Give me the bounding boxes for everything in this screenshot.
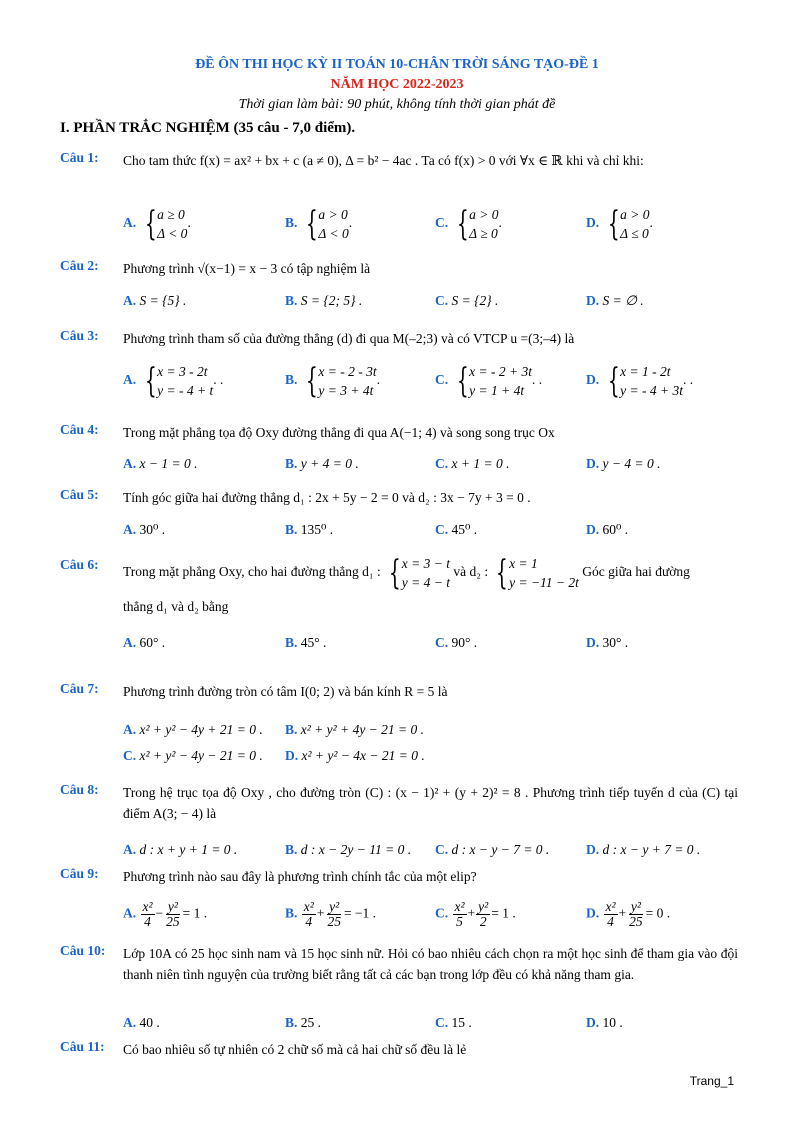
- question-number: Câu 7:: [60, 681, 99, 696]
- option-a[interactable]: A. 40 .: [123, 1015, 160, 1030]
- question-text-cont: thẳng d₁ và d₂ bằng: [123, 599, 229, 614]
- option-a[interactable]: A. S = {5} .: [123, 293, 187, 308]
- option-c[interactable]: C. x + 1 = 0 .: [435, 456, 510, 471]
- option-d[interactable]: D. $\frac{\text{x²}}{4}$ + $\frac{\text{y²}}{25}$ = 0 .: [586, 899, 671, 929]
- option-a[interactable]: A. x − 1 = 0 .: [123, 456, 198, 471]
- question-number: Câu 1:: [60, 150, 99, 165]
- option-b[interactable]: B. 45° .: [285, 635, 327, 650]
- option-a[interactable]: A. d : x + y + 1 = 0 .: [123, 842, 238, 857]
- option-b[interactable]: B. 25 .: [285, 1015, 322, 1030]
- option-b[interactable]: B. { a > 0 Δ < 0 .: [285, 204, 353, 244]
- question-text: Cho tam thức f(x) = ax² + bx + c (a ≠ 0), Δ = b² − 4ac . Ta có f(x) > 0 với ∀x ∈ ℝ khi và chỉ khi:: [123, 153, 644, 168]
- question-number: Câu 11:: [60, 1039, 105, 1054]
- question-text: Phương trình đường tròn có tâm I(0; 2) và bán kính R = 5 là: [123, 684, 448, 699]
- option-d[interactable]: D. S = ∅ .: [586, 293, 644, 308]
- question-number: Câu 10:: [60, 943, 106, 958]
- option-d[interactable]: D. d : x − y + 7 = 0 .: [586, 842, 701, 857]
- question-number: Câu 8:: [60, 782, 99, 797]
- question-number: Câu 2:: [60, 258, 99, 273]
- option-a[interactable]: A. { x = 3 - 2t y = - 4 + t . .: [123, 361, 224, 401]
- question-6: [60, 554, 740, 624]
- option-b[interactable]: B. 135⁰ .: [285, 522, 334, 537]
- option-b[interactable]: B. S = {2; 5} .: [285, 293, 363, 308]
- option-a[interactable]: A. { a ≥ 0 Δ < 0 .: [123, 204, 191, 244]
- school-year: NĂM HỌC 2022-2023: [330, 77, 464, 92]
- question-text: Lớp 10A có 25 học sinh nam và 15 học sinh nữ. Hỏi có bao nhiêu cách chọn ra một học sinh để tham gia vào đội thanh niên tình nguyện của trường biết rằng tất cả các bạn trong lớp đều có khả năng tham gia.: [123, 946, 738, 982]
- option-b[interactable]: B. y + 4 = 0 .: [285, 456, 359, 471]
- question-number: Câu 5:: [60, 487, 99, 502]
- option-b[interactable]: B. $\frac{\text{x²}}{4}$ + $\frac{\text{y²}}{25}$ = −1 .: [285, 899, 377, 929]
- option-c[interactable]: C. S = {2} .: [435, 293, 499, 308]
- option-c[interactable]: C. x² + y² − 4y − 21 = 0 .: [123, 748, 263, 763]
- option-d[interactable]: D. x² + y² − 4x − 21 = 0 .: [285, 748, 425, 763]
- option-a[interactable]: A. $\frac{\text{x²}}{4}$ − $\frac{\text{y²}}{25}$ = 1 .: [123, 899, 208, 929]
- question-text: Trong mặt phẳng tọa độ Oxy đường thẳng đi qua A(−1; 4) và song song trục Ox: [123, 425, 555, 440]
- option-b[interactable]: B. { x = - 2 - 3t y = 3 + 4t .: [285, 361, 380, 401]
- option-a[interactable]: A. x² + y² − 4y + 21 = 0 .: [123, 722, 263, 737]
- option-a[interactable]: A. 30⁰ .: [123, 522, 166, 537]
- option-c[interactable]: C. 45⁰ .: [435, 522, 478, 537]
- question-number: Câu 3:: [60, 328, 99, 343]
- option-d[interactable]: D. 30° .: [586, 635, 629, 650]
- option-b[interactable]: B. d : x − 2y − 11 = 0 .: [285, 842, 412, 857]
- option-d[interactable]: D. y − 4 = 0 .: [586, 456, 661, 471]
- question-text: Phương trình √(x−1) = x − 3 có tập nghiệm là: [123, 261, 371, 276]
- question-text: Có bao nhiêu số tự nhiên có 2 chữ số mà cả hai chữ số đều là lẻ: [123, 1042, 467, 1057]
- question-text: Trong hệ trục tọa độ Oxy , cho đường tròn (C) : (x − 1)² + (y + 2)² = 8 . Phương trình tiếp tuyến d của (C) tại điểm A(3; − 4) là: [123, 785, 738, 821]
- question-text: Phương trình nào sau đây là phương trình chính tắc của một elip?: [123, 869, 477, 884]
- question-number: Câu 9:: [60, 866, 99, 881]
- option-a[interactable]: A. 60° .: [123, 635, 166, 650]
- option-c[interactable]: C. { x = - 2 + 3t y = 1 + 4t . .: [435, 361, 543, 401]
- option-b[interactable]: B. x² + y² + 4y − 21 = 0 .: [285, 722, 425, 737]
- question-text: Phương trình tham số của đường thẳng (d) đi qua M(–2;3) và có VTCP u =(3;–4) là: [123, 331, 575, 346]
- option-c[interactable]: C. 90° .: [435, 635, 478, 650]
- question-text: Trong mặt phẳng Oxy, cho hai đường thẳng d₁ : { x = 3 − t y = 4 − t và d₂ : { x = 1 y = −11 − 2t Góc giữa hai đường: [123, 553, 690, 593]
- option-c[interactable]: C. 15 .: [435, 1015, 472, 1030]
- option-c[interactable]: C. d : x − y − 7 = 0 .: [435, 842, 550, 857]
- time-note: Thời gian làm bài: 90 phút, không tính thời gian phát đề: [238, 97, 556, 112]
- option-d[interactable]: D. { a > 0 Δ ≤ 0 .: [586, 204, 653, 244]
- option-c[interactable]: C. $\frac{\text{x²}}{5}$ + $\frac{\text{y²}}{2}$ = 1 .: [435, 899, 516, 929]
- question-number: Câu 6:: [60, 557, 99, 572]
- option-d[interactable]: D. { x = 1 - 2t y = - 4 + 3t . .: [586, 361, 694, 401]
- page-number: Trang_1: [689, 1074, 734, 1088]
- option-c[interactable]: C. { a > 0 Δ ≥ 0 .: [435, 204, 502, 244]
- question-number: Câu 4:: [60, 422, 99, 437]
- section-title: I. PHẦN TRẮC NGHIỆM (35 câu - 7,0 điểm).: [60, 120, 356, 136]
- option-d[interactable]: D. 10 .: [586, 1015, 623, 1030]
- exam-title: ĐỀ ÔN THI HỌC KỲ II TOÁN 10-CHÂN TRỜI SÁNG TẠO-ĐỀ 1: [195, 57, 599, 72]
- option-d[interactable]: D. 60⁰ .: [586, 522, 629, 537]
- question-text: Tính góc giữa hai đường thẳng d₁ : 2x + 5y − 2 = 0 và d₂ : 3x − 7y + 3 = 0 .: [123, 490, 531, 505]
